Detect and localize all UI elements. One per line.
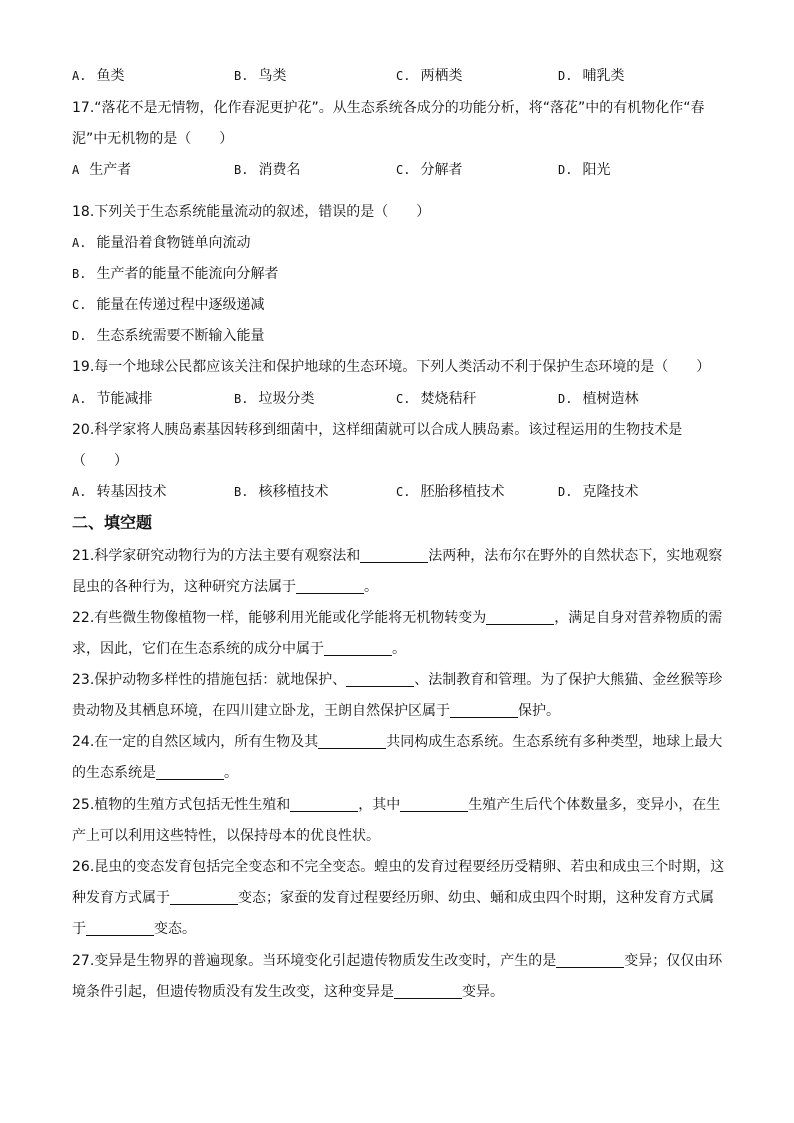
answer-blank[interactable] <box>170 890 238 905</box>
q16-options <box>72 66 732 86</box>
answer-blank[interactable] <box>346 672 414 687</box>
q18-stem: 18.下列关于生态系统能量流动的叙述，错误的是（ ） <box>72 204 431 220</box>
q19-stem: 19.每一个地球公民都应该关注和保护地球的生态环境。下列人类活动不利于保护生态环境的是（ ） <box>72 359 711 375</box>
option-c: C. 焚烧秸秆 <box>396 391 477 407</box>
q20-stem-line1: 20.科学家将人胰岛素基因转移到细菌中，这样细菌就可以合成人胰岛素。该过程运用的生物技术是 <box>72 422 683 438</box>
option-d: D. 植树造林 <box>558 391 639 407</box>
answer-blank[interactable] <box>290 797 358 812</box>
q26-line3: 于 变态。 <box>72 921 196 937</box>
section-heading: 二、填空题 <box>72 513 153 532</box>
option-d: D. 阳光 <box>558 162 611 178</box>
q18-option-c: C. 能量在传递过程中逐级递减 <box>72 297 265 313</box>
option-a: A 生产者 <box>72 162 132 178</box>
q24-line1: 24.在一定的自然区域内，所有生物及其 共同构成生态系统。生态系统有多种类型，地球上最大 <box>72 734 723 750</box>
answer-blank[interactable] <box>394 984 462 999</box>
option-d: D. 哺乳类 <box>558 68 625 84</box>
option-b: B. 垃圾分类 <box>234 391 315 407</box>
q27-line1: 27.变异是生物界的普遍现象。当环境变化引起遗传物质发生改变时，产生的是 变异；仅仅由环 <box>72 953 723 969</box>
option-b: B. 鸟类 <box>234 68 287 84</box>
option-b: B. 核移植技术 <box>234 484 329 500</box>
option-a: A. 鱼类 <box>72 68 125 84</box>
q22-line2: 求，因此，它们在生态系统的成分中属于 。 <box>72 641 406 657</box>
q23-line1: 23.保护动物多样性的措施包括：就地保护、 、法制教育和管理。为了保护大熊猫、金丝猴等珍 <box>72 672 723 688</box>
answer-blank[interactable] <box>86 921 154 936</box>
q20-stem-line2: （ ） <box>72 453 128 469</box>
answer-blank[interactable] <box>450 703 518 718</box>
q27-line2: 境条件引起，但遗传物质没有发生改变，这种变异是 变异。 <box>72 984 504 1000</box>
answer-blank[interactable] <box>324 641 392 656</box>
q17-options <box>72 160 732 180</box>
q24-line2: 的生态系统是 。 <box>72 765 238 781</box>
answer-blank[interactable] <box>318 734 386 749</box>
q21-line1: 21.科学家研究动物行为的方法主要有观察法和 法两种，法布尔在野外的自然状态下，实地观察 <box>72 548 723 564</box>
answer-blank[interactable] <box>556 953 624 968</box>
option-c: C. 分解者 <box>396 162 463 178</box>
option-b: B. 消费名 <box>234 162 301 178</box>
q19-options <box>72 389 732 409</box>
option-a: A. 转基因技术 <box>72 484 167 500</box>
q17-stem-line1: 17.“落花不是无情物，化作春泥更护花”。从生态系统各成分的功能分析，将“落花”中的有机物化作“春 <box>72 100 705 116</box>
answer-blank[interactable] <box>400 797 468 812</box>
option-c: C. 两栖类 <box>396 68 463 84</box>
answer-blank[interactable] <box>486 610 554 625</box>
option-a: A. 节能减排 <box>72 391 153 407</box>
answer-blank[interactable] <box>296 579 364 594</box>
q20-options <box>72 482 732 502</box>
q17-stem-line2: 泥”中无机物的是（ ） <box>72 131 234 147</box>
q21-line2: 昆虫的各种行为，这种研究方法属于 。 <box>72 579 378 595</box>
q26-line1: 26.昆虫的变态发育包括完全变态和不完全变态。蝗虫的发育过程要经历受精卵、若虫和成虫三个时期，这 <box>72 859 725 875</box>
q23-line2: 贵动物及其栖息环境，在四川建立卧龙，王朗自然保护区属于 保护。 <box>72 703 560 719</box>
q18-option-b: B. 生产者的能量不能流向分解者 <box>72 266 279 282</box>
q22-line1: 22.有些微生物像植物一样，能够利用光能或化学能将无机物转变为 ，满足自身对营养物质的需 <box>72 610 723 626</box>
option-d: D. 克隆技术 <box>558 484 639 500</box>
q18-option-a: A. 能量沿着食物链单向流动 <box>72 235 251 251</box>
answer-blank[interactable] <box>360 548 428 563</box>
q25-line1: 25.植物的生殖方式包括无性生殖和 ，其中 生殖产生后代个体数量多，变异小，在生 <box>72 797 721 813</box>
q26-line2: 种发育方式属于 变态；家蚕的发育过程要经历卵、幼虫、蛹和成虫四个时期，这种发育方式属 <box>72 890 714 906</box>
q25-line2: 产上可以利用这些特性，以保持母本的优良性状。 <box>72 828 380 844</box>
answer-blank[interactable] <box>156 765 224 780</box>
q18-option-d: D. 生态系统需要不断输入能量 <box>72 328 265 344</box>
option-c: C. 胚胎移植技术 <box>396 484 505 500</box>
